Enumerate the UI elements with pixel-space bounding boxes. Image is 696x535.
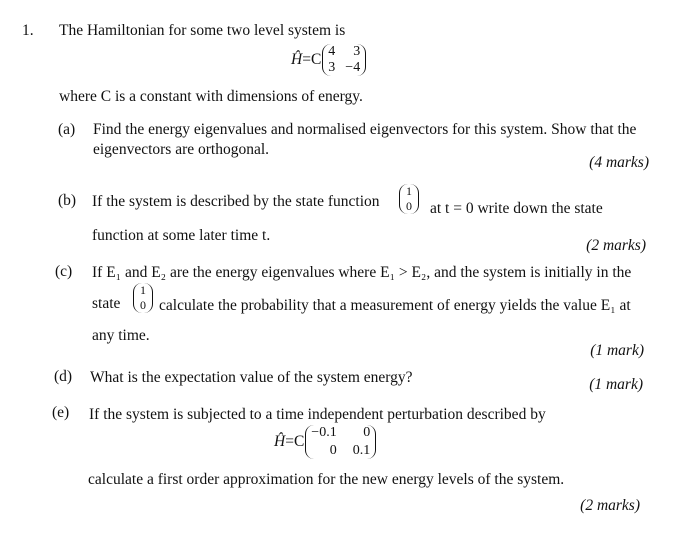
intro-text: The Hamiltonian for some two level system is xyxy=(59,22,346,39)
part-b-line1-post: at t = 0 write down the state xyxy=(430,200,603,217)
matrix-cell: −4 xyxy=(345,60,361,76)
part-a-line1: Find the energy eigenvalues and normalised eigenvectors for this system. Show that the xyxy=(93,121,637,138)
part-a-marks: (4 marks) xyxy=(589,154,649,171)
perturbation-equals: =C xyxy=(285,433,305,451)
vector-cell: 0 xyxy=(406,199,412,213)
matrix-cell: 3 xyxy=(328,60,336,76)
part-c-marks: (1 mark) xyxy=(590,342,644,359)
part-d-marks: (1 mark) xyxy=(589,376,643,393)
part-e-line1: If the system is subjected to a time independent perturbation described by xyxy=(89,406,546,423)
matrix-cell: 4 xyxy=(328,44,336,59)
hamiltonian-equals: =C xyxy=(302,51,322,69)
vector-cell: 0 xyxy=(140,298,146,312)
intro-after-text: where C is a constant with dimensions of energy. xyxy=(59,88,363,105)
perturbation-matrix xyxy=(305,425,376,459)
part-c-line3: any time. xyxy=(92,327,150,344)
question-number: 1. xyxy=(22,22,34,39)
part-a-label: (a) xyxy=(58,121,76,138)
part-c-line1: If E₁ and E₂ are the energy eigenvalues where E₁ > E₂, and the system is initially in the xyxy=(92,264,632,281)
part-a-line2: eigenvectors are orthogonal. xyxy=(93,141,270,158)
hamiltonian-equation xyxy=(291,44,366,76)
vector-cell: 1 xyxy=(140,283,146,297)
part-c-line2-post: calculate the probability that a measurement of energy yields the value E₁ at xyxy=(159,297,631,314)
part-b-line1-pre: If the system is described by the state function xyxy=(92,193,380,210)
perturbation-symbol: Ĥ xyxy=(274,433,286,451)
part-d-label: (d) xyxy=(54,368,73,385)
part-c-label: (c) xyxy=(55,263,73,280)
perturbation-equation xyxy=(274,425,376,459)
part-b-line2: function at some later time t. xyxy=(92,227,271,244)
hamiltonian-symbol: Ĥ xyxy=(291,51,303,69)
matrix-cell: 0 xyxy=(329,443,337,459)
matrix-cell: −0.1 xyxy=(311,425,337,440)
part-d-line1: What is the expectation value of the system energy? xyxy=(90,369,413,386)
part-c-state-vector xyxy=(133,283,153,313)
part-b-label: (b) xyxy=(58,192,77,209)
matrix-cell: 0.1 xyxy=(352,443,371,459)
part-b-marks: (2 marks) xyxy=(586,237,646,254)
matrix-cell: 3 xyxy=(353,44,361,59)
vector-cell: 1 xyxy=(406,184,412,198)
part-c-line2-pre: state xyxy=(92,295,121,312)
part-e-marks: (2 marks) xyxy=(580,497,640,514)
matrix-cell: 0 xyxy=(363,425,371,440)
part-b-state-vector xyxy=(399,184,419,214)
part-e-line2: calculate a first order approximation for the new energy levels of the system. xyxy=(88,471,565,488)
part-e-label: (e) xyxy=(52,404,70,421)
hamiltonian-matrix xyxy=(322,44,366,76)
